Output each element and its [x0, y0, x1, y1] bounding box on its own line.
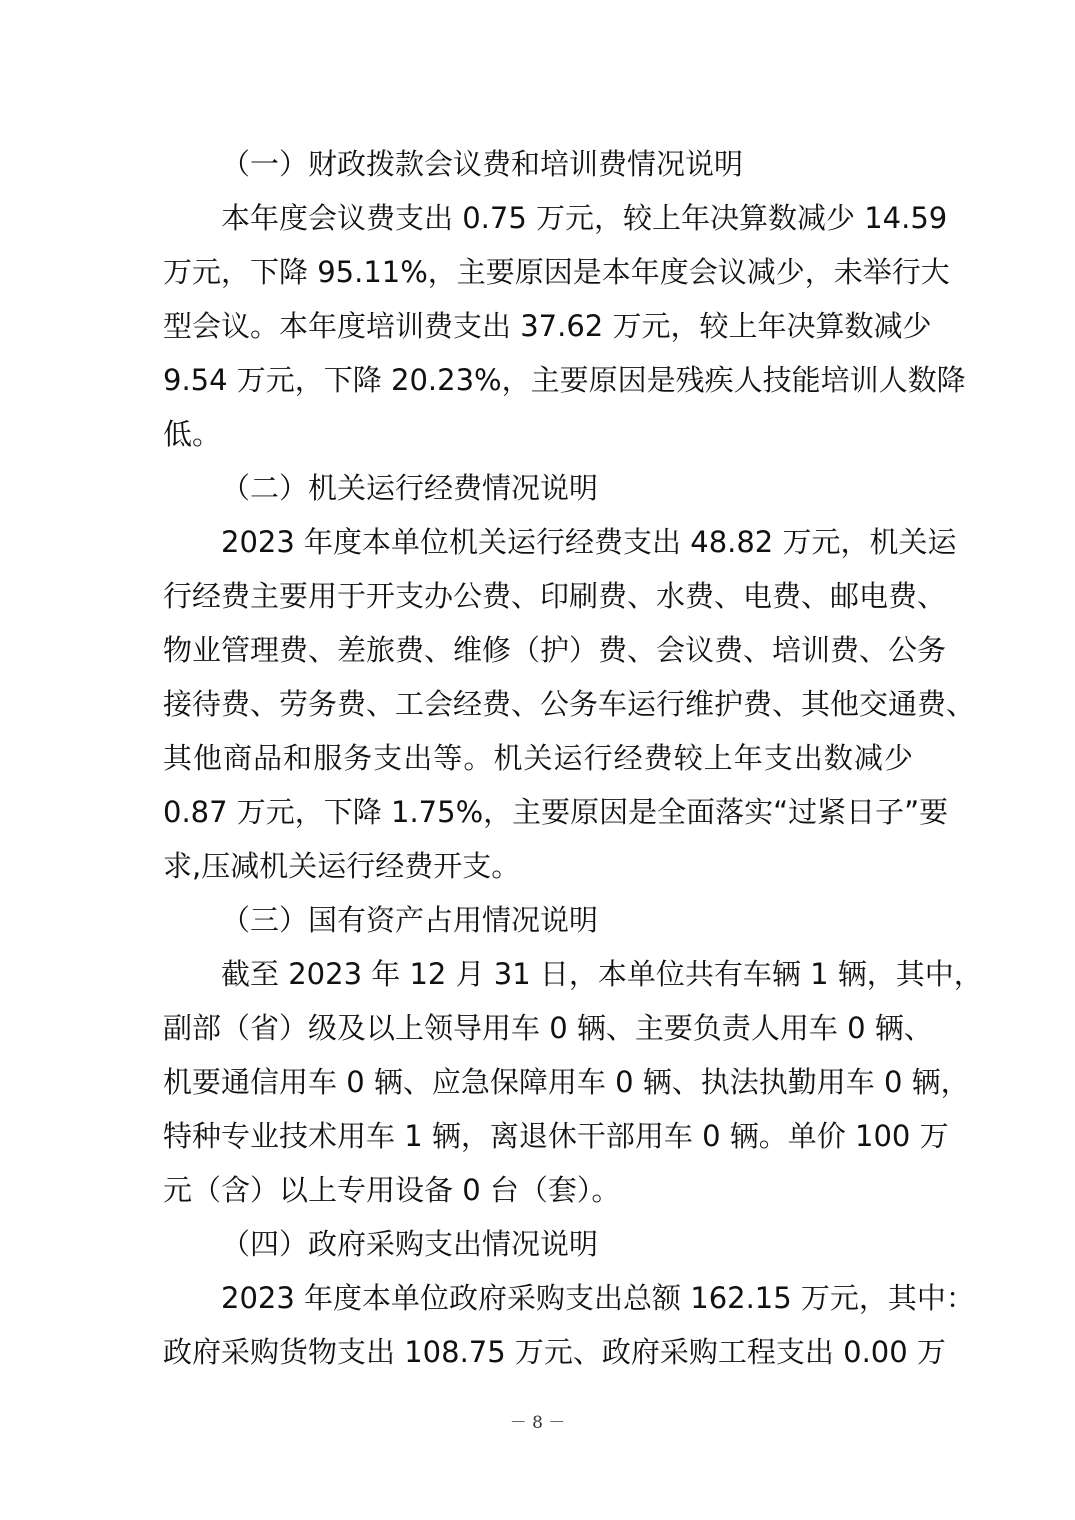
- text-line: 物业管理费、差旅费、维修（护）费、会议费、培训费、公务: [163, 633, 947, 667]
- text-line: 2023 年度本单位政府采购支出总额 162.15 万元，其中：: [221, 1281, 975, 1315]
- text-line: 副部（省）级及以上领导用车 0 辆、主要负责人用车 0 辆、: [163, 1011, 933, 1045]
- text-line: 接待费、劳务费、工会经费、公务车运行维护费、其他交通费、: [163, 687, 976, 721]
- text-line: 特种专业技术用车 1 辆，离退休干部用车 0 辆。单价 100 万: [163, 1119, 949, 1153]
- paragraph-meeting-training: [163, 191, 966, 461]
- text-line: 政府采购货物支出 108.75 万元、政府采购工程支出 0.00 万: [163, 1335, 946, 1369]
- text-line: 元（含）以上专用设备 0 台（套）。: [163, 1173, 621, 1207]
- section-heading-meeting-training: （一）财政拨款会议费和培训费情况说明: [221, 147, 744, 181]
- paragraph-operating-expenses: [163, 515, 976, 893]
- section-heading-state-assets: （三）国有资产占用情况说明: [221, 903, 599, 937]
- text-line: 求,压减机关运行经费开支。: [163, 849, 521, 883]
- text-line: 截至 2023 年 12 月 31 日，本单位共有车辆 1 辆，其中，: [221, 957, 983, 991]
- document-body: [163, 137, 983, 1379]
- text-line: 型会议。本年度培训费支出 37.62 万元，较上年决算数减少: [163, 309, 932, 343]
- section-heading-procurement: （四）政府采购支出情况说明: [221, 1227, 599, 1261]
- text-line: 9.54 万元，下降 20.23%，主要原因是残疾人技能培训人数降: [163, 363, 966, 397]
- section-heading-operating-expenses: （二）机关运行经费情况说明: [221, 471, 599, 505]
- text-line: 低。: [163, 417, 222, 451]
- text-line: 本年度会议费支出 0.75 万元，较上年决算数减少 14.59: [221, 201, 948, 235]
- text-line: 0.87 万元，下降 1.75%，主要原因是全面落实“过紧日子”要: [163, 795, 949, 829]
- text-line: 机要通信用车 0 辆、应急保障用车 0 辆、执法执勤用车 0 辆，: [163, 1065, 970, 1099]
- text-line: 行经费主要用于开支办公费、印刷费、水费、电费、邮电费、: [163, 579, 947, 613]
- text-line: 其他商品和服务支出等。机关运行经费较上年支出数减少: [163, 741, 913, 775]
- text-line: 2023 年度本单位机关运行经费支出 48.82 万元，机关运: [221, 525, 957, 559]
- paragraph-state-assets: [163, 947, 983, 1217]
- text-line: 万元，下降 95.11%，主要原因是本年度会议减少，未举行大: [163, 255, 950, 289]
- paragraph-procurement: [163, 1271, 975, 1379]
- page-number: － 8 －: [509, 1413, 566, 1433]
